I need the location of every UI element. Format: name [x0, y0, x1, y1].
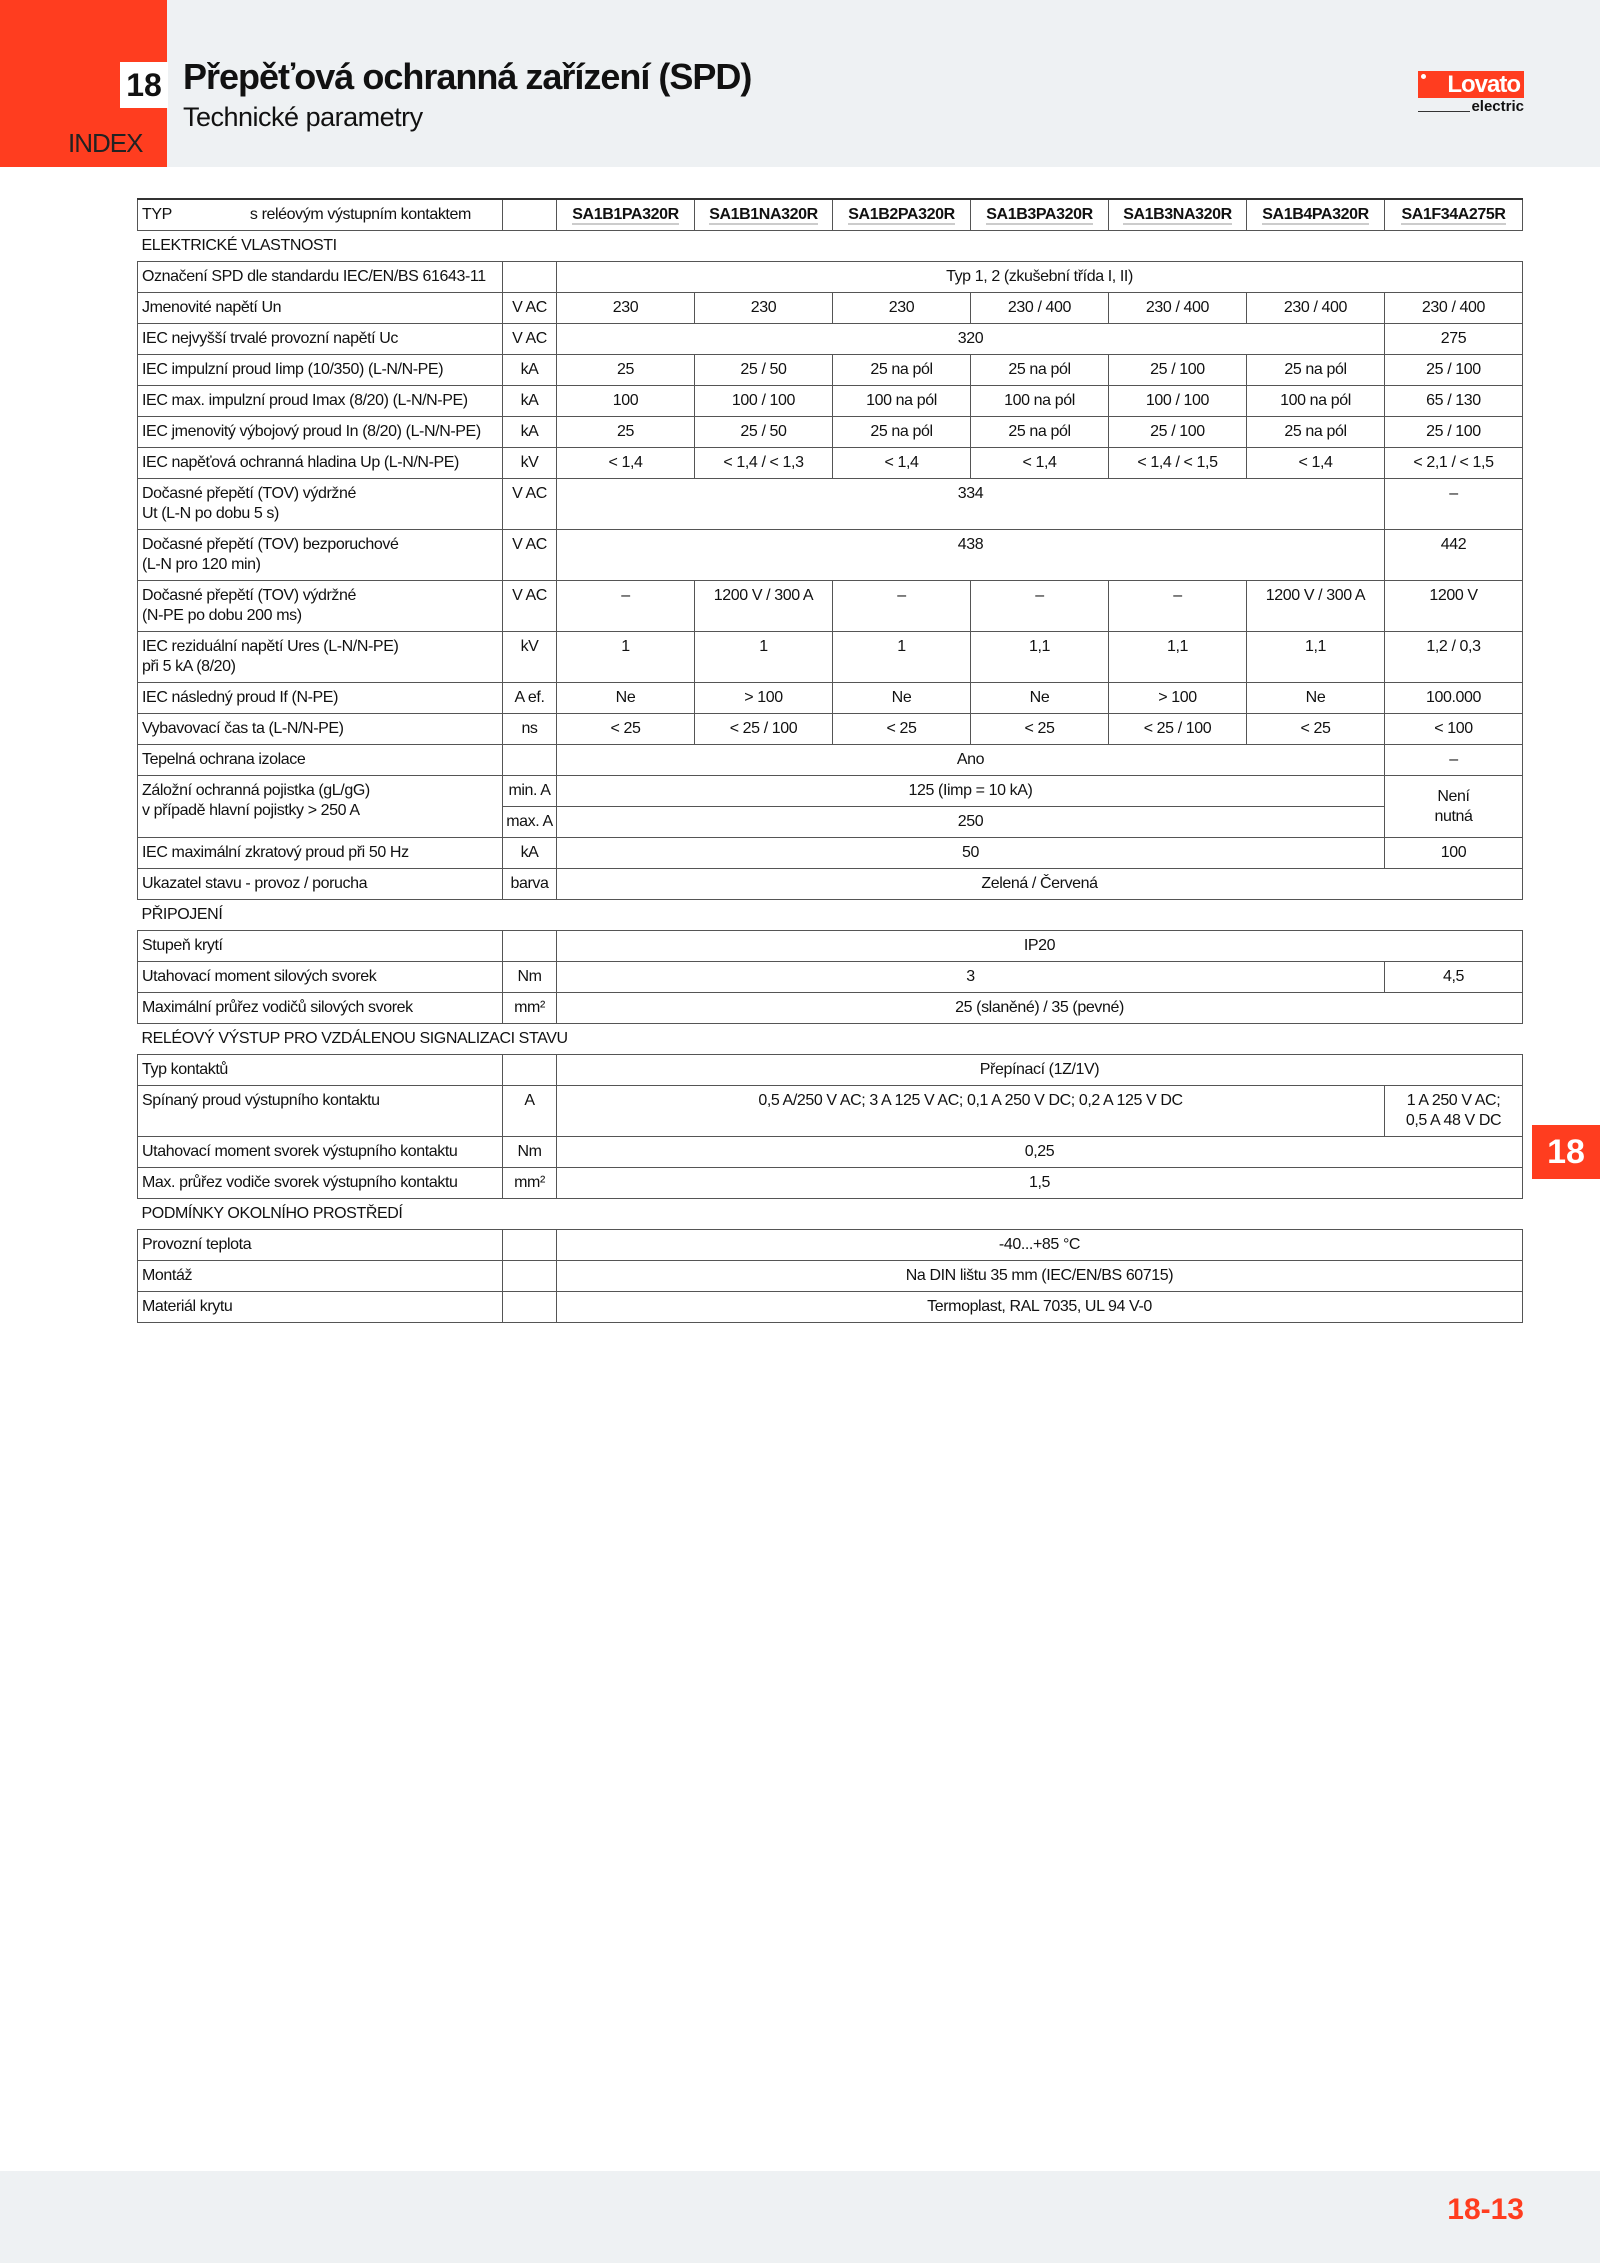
page-subtitle: Technické parametry: [183, 102, 423, 132]
lovato-logo: [1418, 71, 1524, 98]
table-row: [138, 745, 1523, 776]
table-row: [138, 683, 1523, 714]
row-unit: kA: [503, 838, 557, 869]
table-row: [138, 293, 1523, 324]
logo-dot-icon: [1421, 74, 1426, 79]
value-cell: < 25 / 100: [1109, 714, 1247, 745]
product-code: SA1B1PA320R: [572, 206, 679, 223]
value-cell: 100 / 100: [1109, 386, 1247, 417]
row-unit: [503, 745, 557, 776]
value-cell: < 25: [1247, 714, 1385, 745]
table-row: [138, 448, 1523, 479]
product-code: SA1B3PA320R: [986, 206, 1093, 223]
value-cell: < 1,4: [971, 448, 1109, 479]
section-heading: PODMÍNKY OKOLNÍHO PROSTŘEDÍ: [138, 1199, 1523, 1230]
value-cell: < 1,4: [557, 448, 695, 479]
value-cell: < 25 / 100: [695, 714, 833, 745]
product-code: SA1B3NA320R: [1123, 206, 1232, 223]
row-label: Vybavovací čas ta (L-N/N-PE): [138, 714, 503, 745]
row-label: Montáž: [138, 1261, 503, 1292]
value-cell: 0,25: [557, 1137, 1523, 1168]
section-row: [138, 1024, 1523, 1055]
value-cell: 1,1: [1109, 632, 1247, 683]
value-cell: 1,1: [971, 632, 1109, 683]
row-label: Dočasné přepětí (TOV) výdržné Ut (L-N po dobu 5 s): [138, 479, 503, 530]
row-label: Jmenovité napětí Un: [138, 293, 503, 324]
table-row: [138, 1230, 1523, 1261]
value-cell: 100 na pól: [971, 386, 1109, 417]
product-code: SA1B2PA320R: [848, 206, 955, 223]
product-code: SA1B1NA320R: [709, 206, 818, 223]
row-label: Stupeň krytí: [138, 931, 503, 962]
value-cell: 1,1: [1247, 632, 1385, 683]
value-cell: < 1,4: [833, 448, 971, 479]
row-label: IEC max. impulzní proud Imax (8/20) (L-N/N-PE): [138, 386, 503, 417]
value-cell: 25: [557, 417, 695, 448]
value-cell: 25 / 50: [695, 355, 833, 386]
row-unit: min. A: [503, 776, 557, 807]
section-row: [138, 1199, 1523, 1230]
value-cell: 25 (slaněné) / 35 (pevné): [557, 993, 1523, 1024]
row-label: IEC reziduální napětí Ures (L-N/N-PE) při 5 kA (8/20): [138, 632, 503, 683]
product-code-header: [971, 199, 1109, 231]
table-header-row: [138, 199, 1523, 231]
row-unit: [503, 931, 557, 962]
table-row: [138, 869, 1523, 900]
value-cell: < 25: [557, 714, 695, 745]
row-label: Utahovací moment silových svorek: [138, 962, 503, 993]
value-cell: 1200 V / 300 A: [1247, 581, 1385, 632]
value-cell: 1: [695, 632, 833, 683]
row-label: Provozní teplota: [138, 1230, 503, 1261]
row-label: Tepelná ochrana izolace: [138, 745, 503, 776]
chapter-number: 18: [120, 62, 168, 108]
row-unit: V AC: [503, 293, 557, 324]
value-cell: 3: [557, 962, 1385, 993]
value-cell: 230 / 400: [971, 293, 1109, 324]
table-row: [138, 1086, 1523, 1137]
value-cell: 230 / 400: [1247, 293, 1385, 324]
row-unit: kA: [503, 355, 557, 386]
row-label: Dočasné přepětí (TOV) bezporuchové (L-N pro 120 min): [138, 530, 503, 581]
row-unit: [503, 1230, 557, 1261]
value-cell: 65 / 130: [1385, 386, 1523, 417]
row-label: Spínaný proud výstupního kontaktu: [138, 1086, 503, 1137]
row-label: IEC impulzní proud Iimp (10/350) (L-N/N-PE): [138, 355, 503, 386]
typ-sublabel: s reléovým výstupním kontaktem: [249, 206, 471, 223]
table-row: [138, 838, 1523, 869]
row-unit: V AC: [503, 581, 557, 632]
value-cell: Ne: [557, 683, 695, 714]
row-unit: V AC: [503, 530, 557, 581]
value-cell: Na DIN lištu 35 mm (IEC/EN/BS 60715): [557, 1261, 1523, 1292]
table-row: [138, 776, 1523, 807]
value-cell: 442: [1385, 530, 1523, 581]
value-cell: 1200 V / 300 A: [695, 581, 833, 632]
table-row: [138, 714, 1523, 745]
value-cell: 25 / 100: [1385, 355, 1523, 386]
value-cell: 230: [833, 293, 971, 324]
table-row: [138, 479, 1523, 530]
value-cell: < 25: [971, 714, 1109, 745]
value-cell: 250: [557, 807, 1385, 838]
value-cell: 1,5: [557, 1168, 1523, 1199]
value-cell: < 1,4 / < 1,3: [695, 448, 833, 479]
row-unit: [503, 1292, 557, 1323]
value-cell: 125 (Iimp = 10 kA): [557, 776, 1385, 807]
product-code: SA1F34A275R: [1401, 206, 1506, 223]
value-cell: 25 na pól: [1247, 355, 1385, 386]
row-label: IEC napěťová ochranná hladina Up (L-N/N-PE): [138, 448, 503, 479]
table-row: [138, 386, 1523, 417]
table-row: [138, 962, 1523, 993]
row-label: Dočasné přepětí (TOV) výdržné (N-PE po dobu 200 ms): [138, 581, 503, 632]
row-label: Materiál krytu: [138, 1292, 503, 1323]
section-heading: ELEKTRICKÉ VLASTNOSTI: [138, 231, 1523, 262]
value-cell: Typ 1, 2 (zkušební třída I, II): [557, 262, 1523, 293]
value-cell: 100.000: [1385, 683, 1523, 714]
value-cell: < 25: [833, 714, 971, 745]
value-cell: 275: [1385, 324, 1523, 355]
value-cell: –: [1109, 581, 1247, 632]
value-cell: –: [557, 581, 695, 632]
value-cell: > 100: [1109, 683, 1247, 714]
value-cell: 25 / 50: [695, 417, 833, 448]
value-cell: Zelená / Červená: [557, 869, 1523, 900]
table-row: [138, 931, 1523, 962]
value-cell: 320: [557, 324, 1385, 355]
table-row: [138, 1261, 1523, 1292]
product-code-header: [1109, 199, 1247, 231]
value-cell: 25 na pól: [971, 355, 1109, 386]
table-row: [138, 262, 1523, 293]
value-cell: Není nutná: [1385, 776, 1523, 838]
value-cell: 334: [557, 479, 1385, 530]
value-cell: 25 / 100: [1109, 417, 1247, 448]
value-cell: 25 na pól: [833, 355, 971, 386]
row-label: IEC následný proud If (N-PE): [138, 683, 503, 714]
value-cell: 25 na pól: [1247, 417, 1385, 448]
row-label: Utahovací moment svorek výstupního kontaktu: [138, 1137, 503, 1168]
row-unit: A ef.: [503, 683, 557, 714]
value-cell: > 100: [695, 683, 833, 714]
section-heading: PŘIPOJENÍ: [138, 900, 1523, 931]
value-cell: 1: [833, 632, 971, 683]
value-cell: < 2,1 / < 1,5: [1385, 448, 1523, 479]
page-title: Přepěťová ochranná zařízení (SPD): [183, 56, 752, 97]
row-unit: V AC: [503, 324, 557, 355]
row-unit: ns: [503, 714, 557, 745]
product-code-header: [557, 199, 695, 231]
row-unit: V AC: [503, 479, 557, 530]
table-row: [138, 632, 1523, 683]
product-code-header: [695, 199, 833, 231]
row-unit: kV: [503, 448, 557, 479]
unit-header: [503, 199, 557, 231]
logo-subtext: electric: [1471, 98, 1524, 115]
row-unit: Nm: [503, 1137, 557, 1168]
product-code-header: [1385, 199, 1523, 231]
row-unit: Nm: [503, 962, 557, 993]
value-cell: Ne: [1247, 683, 1385, 714]
value-cell: 1: [557, 632, 695, 683]
value-cell: 0,5 A/250 V AC; 3 A 125 V AC; 0,1 A 250 V DC; 0,2 A 125 V DC: [557, 1086, 1385, 1137]
value-cell: < 1,4 / < 1,5: [1109, 448, 1247, 479]
row-unit: kA: [503, 386, 557, 417]
row-unit: barva: [503, 869, 557, 900]
table-row: [138, 1137, 1523, 1168]
value-cell: 230: [695, 293, 833, 324]
table-row: [138, 993, 1523, 1024]
value-cell: 230 / 400: [1385, 293, 1523, 324]
value-cell: 100: [1385, 838, 1523, 869]
value-cell: 50: [557, 838, 1385, 869]
section-row: [138, 900, 1523, 931]
value-cell: 100 na pól: [833, 386, 971, 417]
product-code-header: [833, 199, 971, 231]
value-cell: 100: [557, 386, 695, 417]
value-cell: Ano: [557, 745, 1385, 776]
value-cell: –: [833, 581, 971, 632]
row-label: Typ kontaktů: [138, 1055, 503, 1086]
page-number: 18-13: [1447, 2193, 1524, 2226]
section-row: [138, 231, 1523, 262]
value-cell: –: [971, 581, 1109, 632]
table-row: [138, 1292, 1523, 1323]
value-cell: < 100: [1385, 714, 1523, 745]
row-unit: max. A: [503, 807, 557, 838]
logo-text: Lovato: [1447, 71, 1520, 98]
value-cell: 4,5: [1385, 962, 1523, 993]
value-cell: IP20: [557, 931, 1523, 962]
row-unit: kA: [503, 417, 557, 448]
value-cell: 25: [557, 355, 695, 386]
value-cell: 25 / 100: [1109, 355, 1247, 386]
index-link[interactable]: INDEX: [68, 128, 143, 158]
table-row: [138, 324, 1523, 355]
row-label: Označení SPD dle standardu IEC/EN/BS 61643-11: [138, 262, 503, 293]
footer-band: [0, 2171, 1600, 2263]
row-label: Záložní ochranná pojistka (gL/gG) v případě hlavní pojistky > 250 A: [138, 776, 503, 838]
product-code-header: [1247, 199, 1385, 231]
row-label: IEC jmenovitý výbojový proud In (8/20) (L-N/N-PE): [138, 417, 503, 448]
value-cell: 100 na pól: [1247, 386, 1385, 417]
value-cell: 438: [557, 530, 1385, 581]
row-unit: kV: [503, 632, 557, 683]
value-cell: 230 / 400: [1109, 293, 1247, 324]
value-cell: –: [1385, 745, 1523, 776]
value-cell: –: [1385, 479, 1523, 530]
value-cell: 25 / 100: [1385, 417, 1523, 448]
row-label: IEC maximální zkratový proud při 50 Hz: [138, 838, 503, 869]
value-cell: 230: [557, 293, 695, 324]
row-unit: [503, 1261, 557, 1292]
table-row: [138, 581, 1523, 632]
typ-header: [138, 199, 503, 231]
row-unit: [503, 262, 557, 293]
value-cell: 25 na pól: [971, 417, 1109, 448]
row-label: Maximální průřez vodičů silových svorek: [138, 993, 503, 1024]
value-cell: Ne: [833, 683, 971, 714]
value-cell: 1200 V: [1385, 581, 1523, 632]
table-row: [138, 1168, 1523, 1199]
table-row: [138, 530, 1523, 581]
row-unit: [503, 1055, 557, 1086]
row-label: Ukazatel stavu - provoz / porucha: [138, 869, 503, 900]
table-row: [138, 355, 1523, 386]
value-cell: 100 / 100: [695, 386, 833, 417]
value-cell: 1,2 / 0,3: [1385, 632, 1523, 683]
value-cell: Ne: [971, 683, 1109, 714]
table-row: [138, 1055, 1523, 1086]
table-row: [138, 417, 1523, 448]
row-unit: mm²: [503, 1168, 557, 1199]
value-cell: Termoplast, RAL 7035, UL 94 V-0: [557, 1292, 1523, 1323]
value-cell: Přepínací (1Z/1V): [557, 1055, 1523, 1086]
typ-label: TYP: [142, 206, 172, 223]
section-heading: RELÉOVÝ VÝSTUP PRO VZDÁLENOU SIGNALIZACI STAVU: [138, 1024, 1523, 1055]
row-unit: A: [503, 1086, 557, 1137]
product-code: SA1B4PA320R: [1262, 206, 1369, 223]
spec-table: [137, 198, 1523, 1323]
value-cell: 1 A 250 V AC; 0,5 A 48 V DC: [1385, 1086, 1523, 1137]
row-label: Max. průřez vodiče svorek výstupního kontaktu: [138, 1168, 503, 1199]
value-cell: -40...+85 °C: [557, 1230, 1523, 1261]
row-label: IEC nejvyšší trvalé provozní napětí Uc: [138, 324, 503, 355]
chapter-side-tab[interactable]: 18: [1532, 1125, 1600, 1179]
value-cell: < 1,4: [1247, 448, 1385, 479]
row-unit: mm²: [503, 993, 557, 1024]
value-cell: 25 na pól: [833, 417, 971, 448]
